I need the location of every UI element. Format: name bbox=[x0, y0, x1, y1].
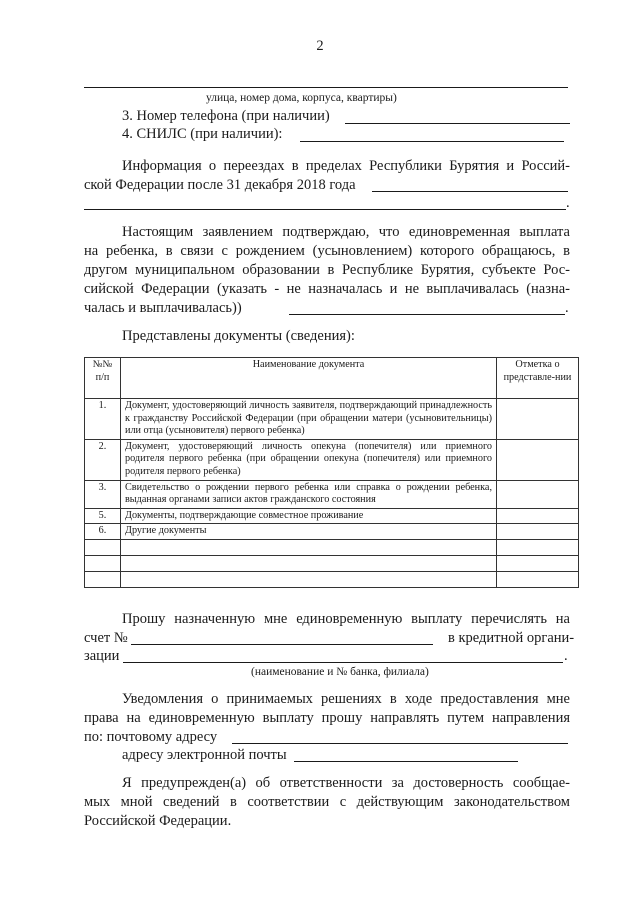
empty-cell[interactable] bbox=[85, 571, 121, 587]
phone-field[interactable] bbox=[345, 123, 570, 124]
bank-label: зации bbox=[84, 648, 120, 664]
row-name: Документ, удостоверяющий личность заявителя, подтверждающий принадлежность к гражданству Российской Федерации (при обращении матери (усыновительницы) или отца (усыновителя) первого ребенка) bbox=[121, 399, 497, 440]
address-caption: улица, номер дома, корпуса, квартиры) bbox=[206, 92, 397, 104]
postal-label: по: почтовому адресу bbox=[84, 729, 218, 745]
credit-org-text: в кредитной органи- bbox=[448, 630, 575, 646]
row-num: 2. bbox=[85, 439, 121, 480]
empty-cell[interactable] bbox=[121, 539, 497, 555]
row-name: Документы, подтверждающие совместное проживание bbox=[121, 508, 497, 524]
table-row bbox=[85, 524, 579, 540]
confirm-line-4: сийской Федерации (указать - не назначалась и не выплачивалась (назна- bbox=[84, 281, 570, 297]
documents-intro: Представлены документы (сведения): bbox=[122, 328, 355, 344]
table-row bbox=[85, 508, 579, 524]
payment-line-1: Прошу назначенную мне единовременную выплату перечислять на bbox=[122, 611, 570, 627]
phone-label: 3. Номер телефона (при наличии) bbox=[122, 108, 330, 124]
email-field[interactable] bbox=[294, 761, 518, 762]
table-row-empty bbox=[85, 555, 579, 571]
empty-cell[interactable] bbox=[121, 555, 497, 571]
header-mark: Отметка о представле-нии bbox=[497, 358, 579, 399]
row-mark-cell[interactable] bbox=[497, 439, 579, 480]
header-num: №№ п/п bbox=[85, 358, 121, 399]
row-name: Документ, удостоверяющий личность опекуна (попечителя) или приемного родителя первого ребенка (при обращении опекуна (попечителя) или приемного родителя первого ребенка) bbox=[121, 439, 497, 480]
row-mark-cell[interactable] bbox=[497, 508, 579, 524]
warning-line-2: мых мной сведений в соответствии с действующим законодательством bbox=[84, 794, 570, 810]
snils-field[interactable] bbox=[300, 141, 564, 142]
table-row bbox=[85, 399, 579, 440]
documents-table bbox=[84, 357, 579, 588]
account-label: счет № bbox=[84, 630, 128, 646]
confirm-line-3: другом муниципальном образовании в Республике Бурятия, субъекте Рос- bbox=[84, 262, 570, 278]
row-name: Свидетельство о рождении первого ребенка или справка о рождении ребенка, выданная органами записи актов гражданского состояния bbox=[121, 480, 497, 508]
header-name: Наименование документа bbox=[121, 358, 497, 399]
empty-cell[interactable] bbox=[85, 539, 121, 555]
confirm-line-1: Настоящим заявлением подтверждаю, что единовременная выплата bbox=[122, 224, 570, 240]
row-mark-cell[interactable] bbox=[497, 480, 579, 508]
confirm-field[interactable] bbox=[289, 314, 565, 315]
account-field[interactable] bbox=[131, 644, 433, 645]
empty-cell[interactable] bbox=[497, 539, 579, 555]
empty-cell[interactable] bbox=[85, 555, 121, 571]
row-num: 5. bbox=[85, 508, 121, 524]
row-num: 6. bbox=[85, 524, 121, 540]
table-header-row bbox=[85, 358, 579, 399]
address-line bbox=[84, 87, 568, 88]
table-row bbox=[85, 480, 579, 508]
empty-cell[interactable] bbox=[121, 571, 497, 587]
notify-line-2: права на единовременную выплату прошу направлять путем направления bbox=[84, 710, 570, 726]
warning-line-3: Российской Федерации. bbox=[84, 813, 232, 829]
snils-label: 4. СНИЛС (при наличии): bbox=[122, 126, 283, 142]
empty-cell[interactable] bbox=[497, 571, 579, 587]
bank-caption: (наименование и № банка, филиала) bbox=[251, 666, 429, 678]
table-row bbox=[85, 439, 579, 480]
confirm-line-5: чалась и выплачивалась)) bbox=[84, 300, 242, 316]
email-label: адресу электронной почты bbox=[122, 747, 287, 763]
moves-period: . bbox=[566, 195, 570, 211]
page-number: 2 bbox=[316, 38, 324, 54]
confirm-period: . bbox=[565, 300, 569, 316]
table-row-empty bbox=[85, 571, 579, 587]
moves-field-1[interactable] bbox=[372, 191, 568, 192]
table-row-empty bbox=[85, 539, 579, 555]
bank-field[interactable] bbox=[123, 662, 563, 663]
row-mark-cell[interactable] bbox=[497, 399, 579, 440]
bank-period: . bbox=[564, 648, 568, 664]
confirm-line-2: на ребенка, в связи с рождением (усыновлением) которого обращаюсь, в bbox=[84, 243, 570, 259]
warning-line-1: Я предупрежден(а) об ответственности за достоверность сообщае- bbox=[122, 775, 570, 791]
moves-line-1: Информация о переездах в пределах Республики Бурятия и Россий- bbox=[122, 158, 570, 174]
row-name: Другие документы bbox=[121, 524, 497, 540]
row-num: 3. bbox=[85, 480, 121, 508]
empty-cell[interactable] bbox=[497, 555, 579, 571]
postal-field[interactable] bbox=[232, 743, 568, 744]
row-num: 1. bbox=[85, 399, 121, 440]
moves-line-2: ской Федерации после 31 декабря 2018 года bbox=[84, 177, 356, 193]
row-mark-cell[interactable] bbox=[497, 524, 579, 540]
moves-field-2[interactable] bbox=[84, 209, 566, 210]
notify-line-1: Уведомления о принимаемых решениях в ходе предоставления мне bbox=[122, 691, 570, 707]
